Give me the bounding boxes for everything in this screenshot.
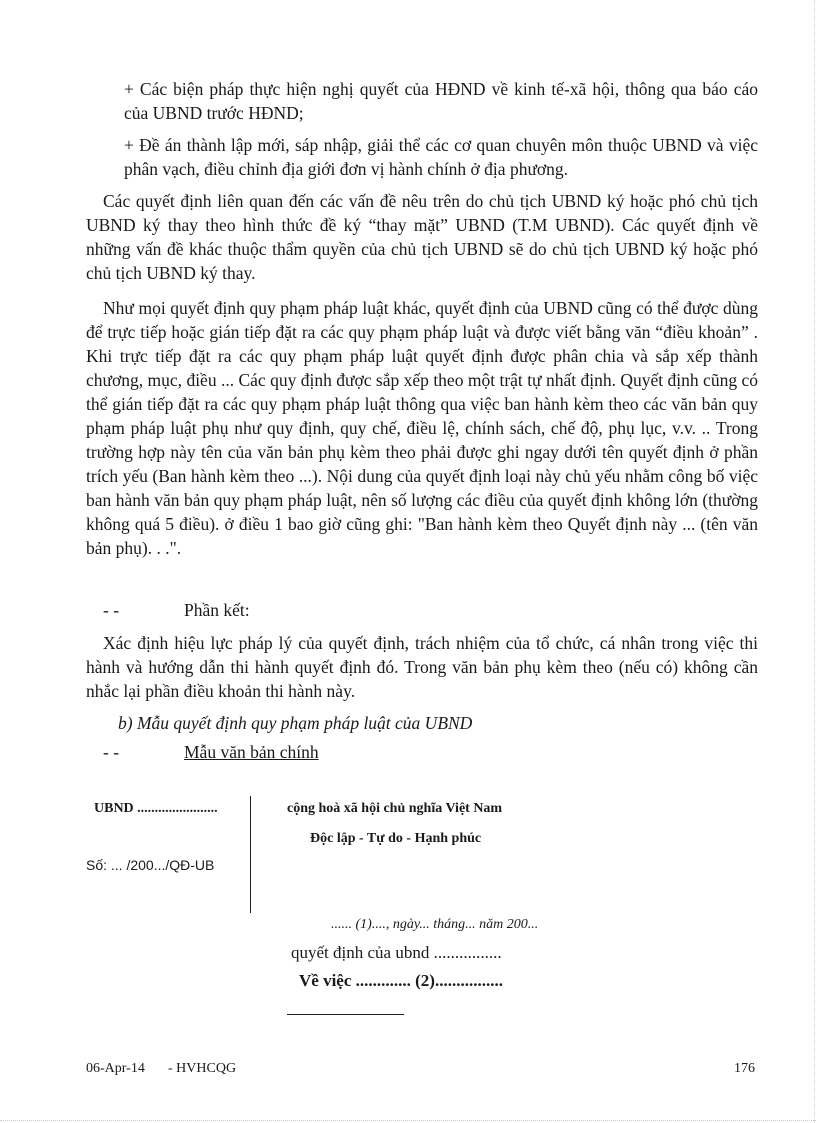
right-divider: [814, 0, 815, 1123]
form-underline: [287, 1014, 404, 1015]
form-motto: Độc lập - Tự do - Hạnh phúc: [310, 831, 482, 846]
section-dash-line: [103, 740, 319, 764]
form-country: cộng hoà xã hội chủ nghĩa Việt Nam: [287, 801, 503, 816]
form-place-date: ...... (1)...., ngày... tháng... năm 200...: [331, 917, 539, 932]
footer-date: 06-Apr-14: [86, 1061, 145, 1076]
section-dash-line: [103, 598, 250, 622]
bullet-item: + Các biện pháp thực hiện nghị quyết của HĐND về kinh tế-xã hội, thông qua báo cáo của UBND trước HĐND;: [124, 79, 758, 123]
form-divider: [250, 796, 251, 913]
form-number: Số: ... /200.../QĐ-UB: [86, 857, 215, 873]
section-label: Mẫu văn bản chính: [184, 742, 319, 762]
paragraph: Các quyết định liên quan đến các vấn đề nêu trên do chủ tịch UBND ký hoặc phó chủ tịch UBND ký thay theo hình thức đề ký “thay mặt” UBND (T.M UBND). Các quyết định về những vấn đề khác thuộc thẩm quyền của chủ tịch UBND sẽ do chủ tịch UBND ký hoặc phó chủ tịch UBND ký thay.: [86, 191, 758, 283]
subheading: b) Mẫu quyết định quy phạm pháp luật của UBND: [118, 713, 473, 733]
section-label: Phần kết:: [184, 600, 250, 620]
dash-marker: - -: [103, 600, 120, 620]
form-subject: Về việc ............. (2)................: [299, 971, 503, 990]
footer-org: - HVHCQG: [168, 1061, 237, 1076]
dash-marker: - -: [103, 742, 120, 762]
paragraph: Xác định hiệu lực pháp lý của quyết định, trách nhiệm của tổ chức, cá nhân trong việc thi hành và hướng dẫn thi hành quyết định đó. Trong văn bản phụ kèm theo (nếu có) không cần nhắc lại phần điều khoản thi hành này.: [86, 633, 758, 701]
paragraph: Như mọi quyết định quy phạm pháp luật khác, quyết định của UBND cũng có thể được dùng để trực tiếp hoặc gián tiếp đặt ra các quy phạm pháp luật và được viết bằng văn “điều khoản” . Khi trực tiếp đặt ra các quy phạm pháp luật quyết định được phân chia và sắp xếp thành chương, mục, điều ... Các quy định được sắp xếp theo một trật tự nhất định. Quyết định cũng có thể gián tiếp đặt ra các quy phạm pháp luật thông qua việc ban hành kèm theo các văn bản quy phạm pháp luật phụ như quy định, quy chế, điều lệ, chính sách, chế độ, phụ lục, v.v. .. Trong trường hợp này tên của văn bản phụ kèm theo phải được ghi ngay dưới tên quyết định ở phần trích yếu (Ban hành kèm theo ...). Nội dung của quyết định loại này chủ yếu nhằm công bố việc ban hành văn bản quy phạm pháp luật, nên số lượng các điều của quyết định không lớn (thường không quá 5 điều). ở điều 1 bao giờ cũng ghi: "Ban hành kèm theo Quyết định này ... (tên văn bản phụ). . .".: [86, 298, 758, 558]
form-issuer: UBND .......................: [94, 801, 218, 816]
form-title: quyết định của ubnd ................: [291, 943, 502, 962]
bottom-divider: [0, 1120, 816, 1121]
page-number: 176: [734, 1061, 755, 1076]
bullet-item: + Đề án thành lập mới, sáp nhập, giải thể các cơ quan chuyên môn thuộc UBND và việc phân vạch, điều chỉnh địa giới đơn vị hành chính ở địa phương.: [124, 135, 758, 179]
